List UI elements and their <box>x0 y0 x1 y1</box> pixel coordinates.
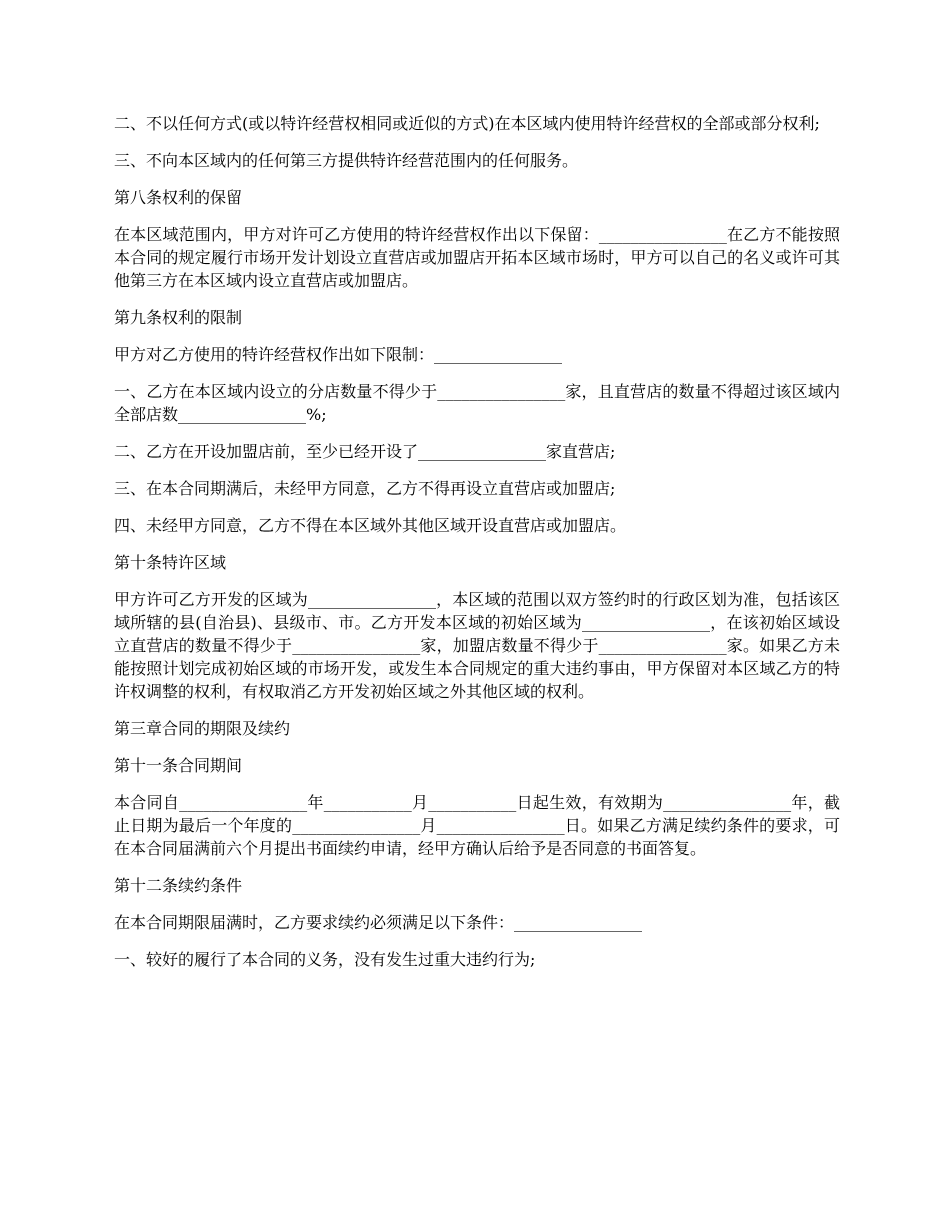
clause-2-no-use: 二、不以任何方式(或以特许经营权相同或近似的方式)在本区域内使用特许经营权的全部或部分权利; <box>114 114 820 133</box>
article-9-item-4: 四、未经甲方同意，乙方不得在本区域外其他区域开设直营店或加盟店。 <box>114 516 627 535</box>
article-9-item-2: 二、乙方在开设加盟店前，至少已经开设了________________家直营店; <box>114 442 616 461</box>
article-12-title: 第十二条续约条件 <box>114 876 243 895</box>
document-page <box>114 112 840 985</box>
article-11-title: 第十一条合同期间 <box>114 756 243 775</box>
article-9-item-1: 一、乙方在本区域内设立的分店数量不得少于________________家，且直营店的数量不得超过该区域内全部店数________________%; <box>114 382 840 424</box>
article-12-item-1: 一、较好的履行了本合同的义务，没有发生过重大违约行为; <box>114 950 536 969</box>
article-8-title: 第八条权利的保留 <box>114 188 243 207</box>
clause-3-no-service: 三、不向本区域内的任何第三方提供特许经营范围内的任何服务。 <box>114 151 579 170</box>
article-9-intro: 甲方对乙方使用的特许经营权作出如下限制：________________ <box>114 345 563 364</box>
article-9-item-3: 三、在本合同期满后，未经甲方同意，乙方不得再设立直营店或加盟店; <box>114 479 616 498</box>
article-9-title: 第九条权利的限制 <box>114 308 243 327</box>
article-11-body: 本合同自________________年___________月___________日起生效，有效期为________________年，截止日期为最后一个年度的________________月________________日。如果乙方满足续约条件的要求，可在本合同届满前六个月提出书面续约申请，经甲方确认后给予是否同意的书面答复。 <box>114 793 840 858</box>
article-12-intro: 在本合同期限届满时，乙方要求续约必须满足以下条件：________________ <box>114 913 643 932</box>
article-8-body: 在本区域范围内，甲方对许可乙方使用的特许经营权作出以下保留：________________在乙方不能按照本合同的规定履行市场开发计划设立直营店或加盟店开拓本区域市场时，甲方可以自己的名义或许可其他第三方在本区域内设立直营店或加盟店。 <box>114 225 840 290</box>
chapter-3-title: 第三章合同的期限及续约 <box>114 719 291 738</box>
article-10-body: 甲方许可乙方开发的区域为________________，本区域的范围以双方签约时的行政区划为准，包括该区域所辖的县(自治县)、县级市、市。乙方开发本区域的初始区域为________________，在该初始区域设立直营店的数量不得少于________________家，加盟店数量不得少于________________家。如果乙方未能按照计划完成初始区域的市场开发，或发生本合同规定的重大违约事由，甲方保留对本区域乙方的特许权调整的权利，有权取消乙方开发初始区域之外其他区域的权利。 <box>114 590 840 701</box>
article-10-title: 第十条特许区域 <box>114 553 227 572</box>
